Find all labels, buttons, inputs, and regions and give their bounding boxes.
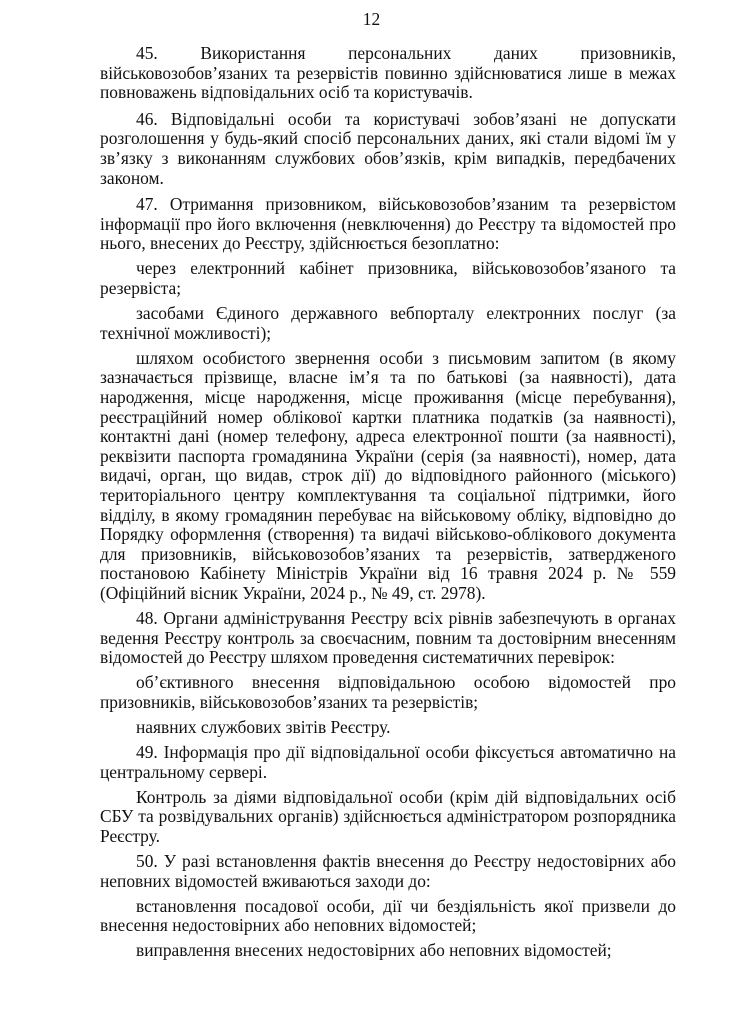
paragraph-47-item-2: засобами Єдиного державного вебпорталу електронних послуг (за технічної можливості);	[100, 303, 676, 343]
paragraph-49-control: Контроль за діями відповідальної особи (крім дій відповідальних осіб СБУ та розвідувальних органів) здійснюється адміністратором розпорядника Реєстру.	[100, 786, 676, 846]
paragraph-50-item-2: виправлення внесених недостовірних або неповних відомостей;	[136, 940, 612, 961]
paragraph-46: 46. Відповідальні особи та користувачі зобов’язані не допускати розголошення у будь-який спосіб персональних даних, які стали відомі їм у зв’язку з виконанням службових обов’язків, крім випадків, передбачених законом.	[100, 108, 676, 188]
paragraph-47-item-1: через електронний кабінет призовника, військовозобов’язаного та резервіста;	[100, 258, 676, 299]
paragraph-47-item-3: шляхом особистого звернення особи з письмовим запитом (в якому зазначається прізвище, власне ім’я та по батькові (за наявності), дата народження, місце народження, місце проживання (місце перебування), реєстраційний номер облікової картки платника податків (за наявності), контактні дані (номер телефону, адреса електронної пошти (за наявності), реквізити паспорта громадянина України (серія (за наявності), номер, дата видачі, орган, що видав, строк дії) до відповідного районного (міського) територіального центру комплектування та соціальної підтримки, його відділу, в якому громадянин перебуває на військовому обліку, відповідно до Порядку оформлення (створення) та видачі військово-облікового документа для призовників, військовозобов’язаних та резервістів, затвердженого постановою Кабінету Міністрів України від 16 травня 2024 р. № 559 (Офіційний вісник України, 2024 р., № 49, ст. 2978).	[100, 347, 676, 603]
paragraph-45: 45. Використання персональних даних призовників, військовозобов’язаних та резервістів повинно здійснюватися лише в межах повноважень відповідальних осіб та користувачів.	[100, 43, 676, 103]
paragraph-48-item-1: об’єктивного внесення відповідальною особою відомостей про призовників, військовозобов’язаних та резервістів;	[100, 672, 676, 712]
document-body	[100, 44, 676, 967]
paragraph-47: 47. Отримання призовником, військовозобов’язаним та резервістом інформації про його включення (невключення) до Реєстру та відомостей про нього, внесених до Реєстру, здійснюється безоплатно:	[100, 194, 676, 254]
paragraph-50-item-1: встановлення посадової особи, дії чи бездіяльність якої призвели до внесення недостовірних або неповних відомостей;	[100, 895, 676, 936]
paragraph-50: 50. У разі встановлення фактів внесення до Реєстру недостовірних або неповних відомостей вживаються заходи до:	[100, 851, 676, 891]
paragraph-49: 49. Інформація про дії відповідальної особи фіксується автоматично на центральному сервері.	[100, 742, 676, 782]
paragraph-48-item-2: наявних службових звітів Реєстру.	[136, 717, 391, 737]
paragraph-48: 48. Органи адміністрування Реєстру всіх рівнів забезпечують в органах ведення Реєстру контроль за своєчасним, повним та достовірним внесенням відомостей до Реєстру шляхом проведення систематичних перевірок:	[100, 608, 676, 668]
page-number: 12	[362, 9, 381, 29]
